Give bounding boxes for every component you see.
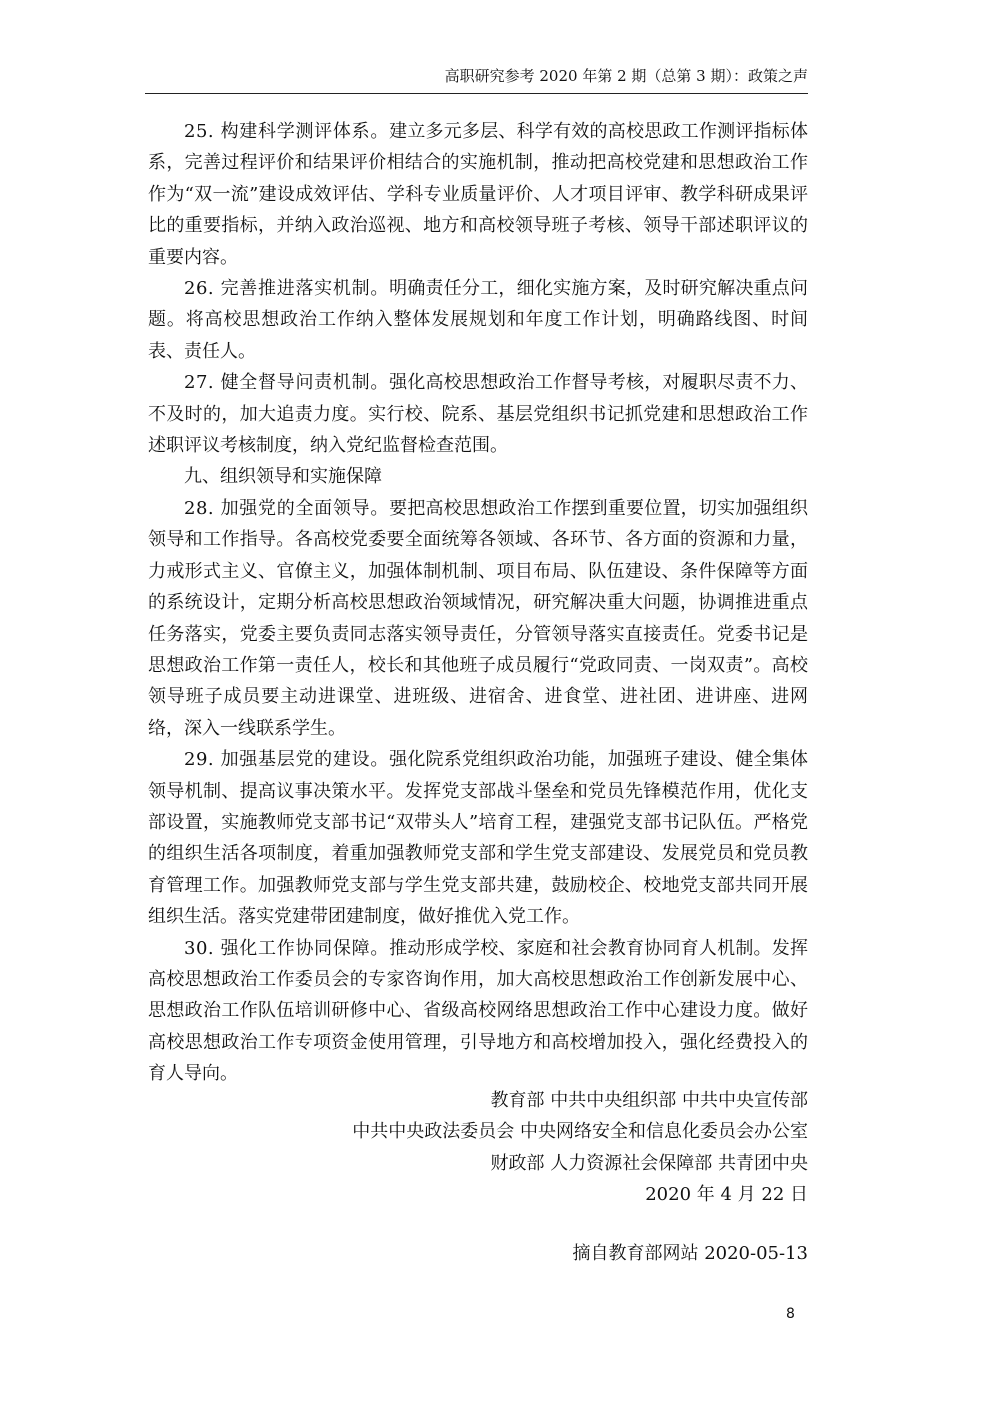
signature-block — [352, 1085, 808, 1211]
article-30-heading: 30. 强化工作协同保障。 — [184, 937, 390, 959]
article-28-heading: 28. 加强党的全面领导。 — [184, 497, 390, 519]
article-27 — [148, 367, 808, 461]
source-note: 摘自教育部网站 2020-05-13 — [572, 1243, 808, 1264]
article-29-heading: 29. 加强基层党的建设。 — [184, 749, 390, 771]
running-header: 高职研究参考 2020 年第 2 期（总第 3 期）：政策之声 — [444, 67, 808, 85]
header-divider — [145, 93, 808, 94]
article-25-text: 建立多元多层、科学有效的高校思政工作测评指标体系，完善过程评价和结果评价相结合的实施机制，推动把高校党建和思想政治工作作为“双一流”建设成效评估、学科专业质量评价、人才项目评审、教学科研成果评比的重要指标，并纳入政治巡视、地方和高校领导班子考核、领导干部述职评议的重要内容。 — [148, 121, 809, 268]
article-26 — [148, 273, 808, 367]
document-body — [148, 116, 808, 1090]
article-26-text: 明确责任分工，细化实施方案，及时研究解决重点问题。将高校思想政治工作纳入整体发展规划和年度工作计划，明确路线图、时间表、责任人。 — [148, 278, 809, 362]
article-25-heading: 25. 构建科学测评体系。 — [184, 121, 390, 142]
article-26-heading: 26. 完善推进落实机制。 — [184, 278, 390, 300]
issuer-line-1: 教育部 中共中央组织部 中共中央宣传部 — [490, 1090, 808, 1111]
section-heading: 九、组织领导和实施保障 — [184, 466, 382, 488]
issuer-line-3: 财政部 人力资源社会保障部 共青团中央 — [490, 1152, 808, 1174]
page-number: 8 — [786, 1306, 795, 1322]
article-28 — [148, 493, 808, 744]
article-28-text: 要把高校思想政治工作摆到重要位置，切实加强组织领导和工作指导。各高校党委要全面统筹各领域、各环节、各方面的资源和力量，力戒形式主义、官僚主义，加强体制机制、项目布局、队伍建设、条件保障等方面的系统设计，定期分析高校思想政治领域情况，研究解决重大问题，协调推进重点任务落实，党委主要负责同志落实领导责任，分管领导落实直接责任。党委书记是思想政治工作第一责任人，校长和其他班子成员履行“党政同责、一岗双责”。高校领导班子成员要主动进课堂、进班级、进宿舍、进食堂、进社团、进讲座、进网络，深入一线联系学生。 — [148, 497, 809, 739]
article-25 — [148, 116, 808, 273]
issuer-line-2: 中共中央政法委员会 中央网络安全和信息化委员会办公室 — [352, 1121, 808, 1143]
issue-date: 2020 年 4 月 22 日 — [645, 1184, 808, 1206]
article-29 — [148, 744, 808, 932]
article-27-text: 强化高校思想政治工作督导考核，对履职尽责不力、不及时的，加大追责力度。实行校、院系、基层党组织书记抓党建和思想政治工作述职评议考核制度，纳入党纪监督检查范围。 — [148, 372, 809, 457]
article-29-text: 强化院系党组织政治功能，加强班子建设、健全集体领导机制、提高议事决策水平。发挥党支部战斗堡垒和党员先锋模范作用，优化支部设置，实施教师党支部书记“双带头人”培育工程，建强党支部书记队伍。严格党的组织生活各项制度，着重加强教师党支部和学生党支部建设、发展党员和党员教育管理工作。加强教师党支部与学生党支部共建，鼓励校企、校地党支部共同开展组织生活。落实党建带团建制度，做好推优入党工作。 — [148, 749, 809, 928]
article-30-text: 推动形成学校、家庭和社会教育协同育人机制。发挥高校思想政治工作委员会的专家咨询作用，加大高校思想政治工作创新发展中心、思想政治工作队伍培训研修中心、省级高校网络思想政治工作中心建设力度。做好高校思想政治工作专项资金使用管理，引导地方和高校增加投入，强化经费投入的育人导向。 — [148, 937, 809, 1085]
article-30 — [148, 933, 808, 1090]
article-27-heading: 27. 健全督导问责机制。 — [184, 372, 390, 394]
